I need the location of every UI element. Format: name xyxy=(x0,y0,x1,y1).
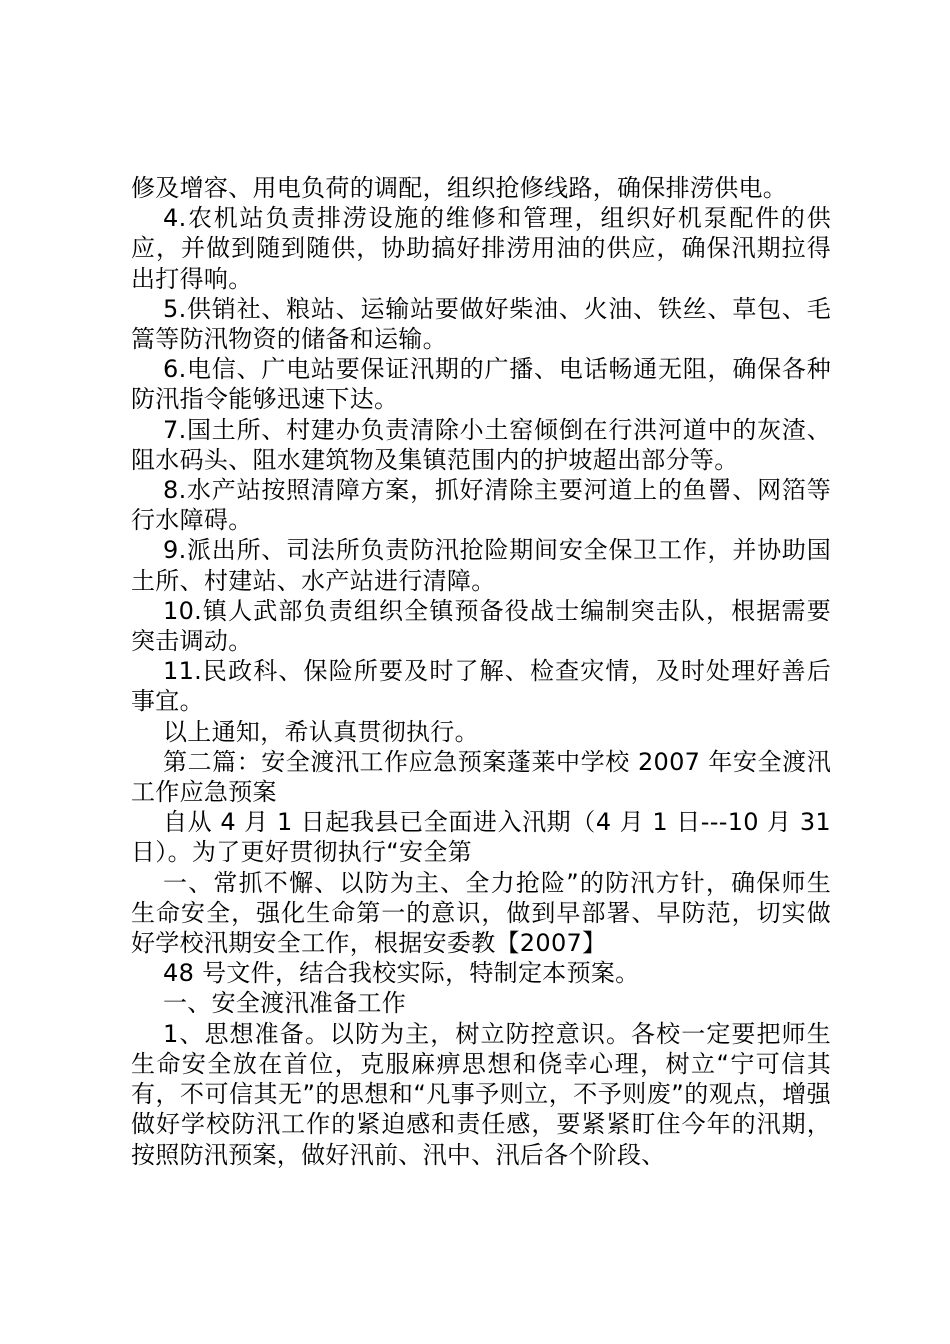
paragraph: 6.电信、广电站要保证汛期的广播、电话畅通无阻，确保各种防汛指令能够迅速下达。 xyxy=(131,355,831,414)
paragraph: 一、常抓不懈、以防为主、全力抢险”的防汛方针，确保师生生命安全，强化生命第一的意识，做到早部署、早防范，切实做好学校汛期安全工作，根据安委教【2007】 xyxy=(131,868,831,958)
paragraph: 8.水产站按照清障方案，抓好清除主要河道上的鱼罾、网箔等行水障碍。 xyxy=(131,476,831,535)
paragraph: 48 号文件，结合我校实际，特制定本预案。 xyxy=(163,959,640,988)
paragraph: 自从 4 月 1 日起我县已全面进入汛期（4 月 1 日---10 月 31 日）。为了更好贯彻执行“安全第 xyxy=(131,808,831,867)
paragraph: 以上通知，希认真贯彻执行。 xyxy=(163,717,479,746)
document-body xyxy=(131,173,831,1170)
section-heading: 第二篇：安全渡汛工作应急预案蓬莱中学校 2007 年安全渡汛工作应急预案 xyxy=(131,747,831,807)
paragraph: 10.镇人武部负责组织全镇预备役战士编制突击队，根据需要突击调动。 xyxy=(131,596,831,656)
paragraph: 4.农机站负责排涝设施的维修和管理，组织好机泵配件的供应，并做到随到随供，协助搞好排涝用油的供应，确保汛期拉得出打得响。 xyxy=(131,204,831,293)
paragraph: 11.民政科、保险所要及时了解、检查灾情，及时处理好善后事宜。 xyxy=(131,657,831,716)
paragraph: 7.国土所、村建办负责清除小土窑倾倒在行洪河道中的灰渣、阻水码头、阻水建筑物及集镇范围内的护坡超出部分等。 xyxy=(131,415,831,474)
paragraph: 9.派出所、司法所负责防汛抢险期间安全保卫工作，并协助国土所、村建站、水产站进行清障。 xyxy=(131,536,831,595)
paragraph: 5.供销社、粮站、运输站要做好柴油、火油、铁丝、草包、毛篙等防汛物资的储备和运输。 xyxy=(131,294,831,354)
paragraph: 修及增容、用电负荷的调配，组织抢修线路，确保排涝供电。 xyxy=(131,174,788,202)
section-heading: 一、安全渡汛准备工作 xyxy=(163,989,406,1018)
paragraph: 1、思想准备。以防为主，树立防控意识。各校一定要把师生生命安全放在首位，克服麻痹思想和侥幸心理，树立“宁可信其有，不可信其无”的思想和“凡事予则立，不予则废”的观点，增强做好学校防汛工作的紧迫感和责任感，要紧紧盯住今年的汛期，按照防汛预案，做好汛前、汛中、汛后各个阶段、 xyxy=(131,1019,831,1169)
